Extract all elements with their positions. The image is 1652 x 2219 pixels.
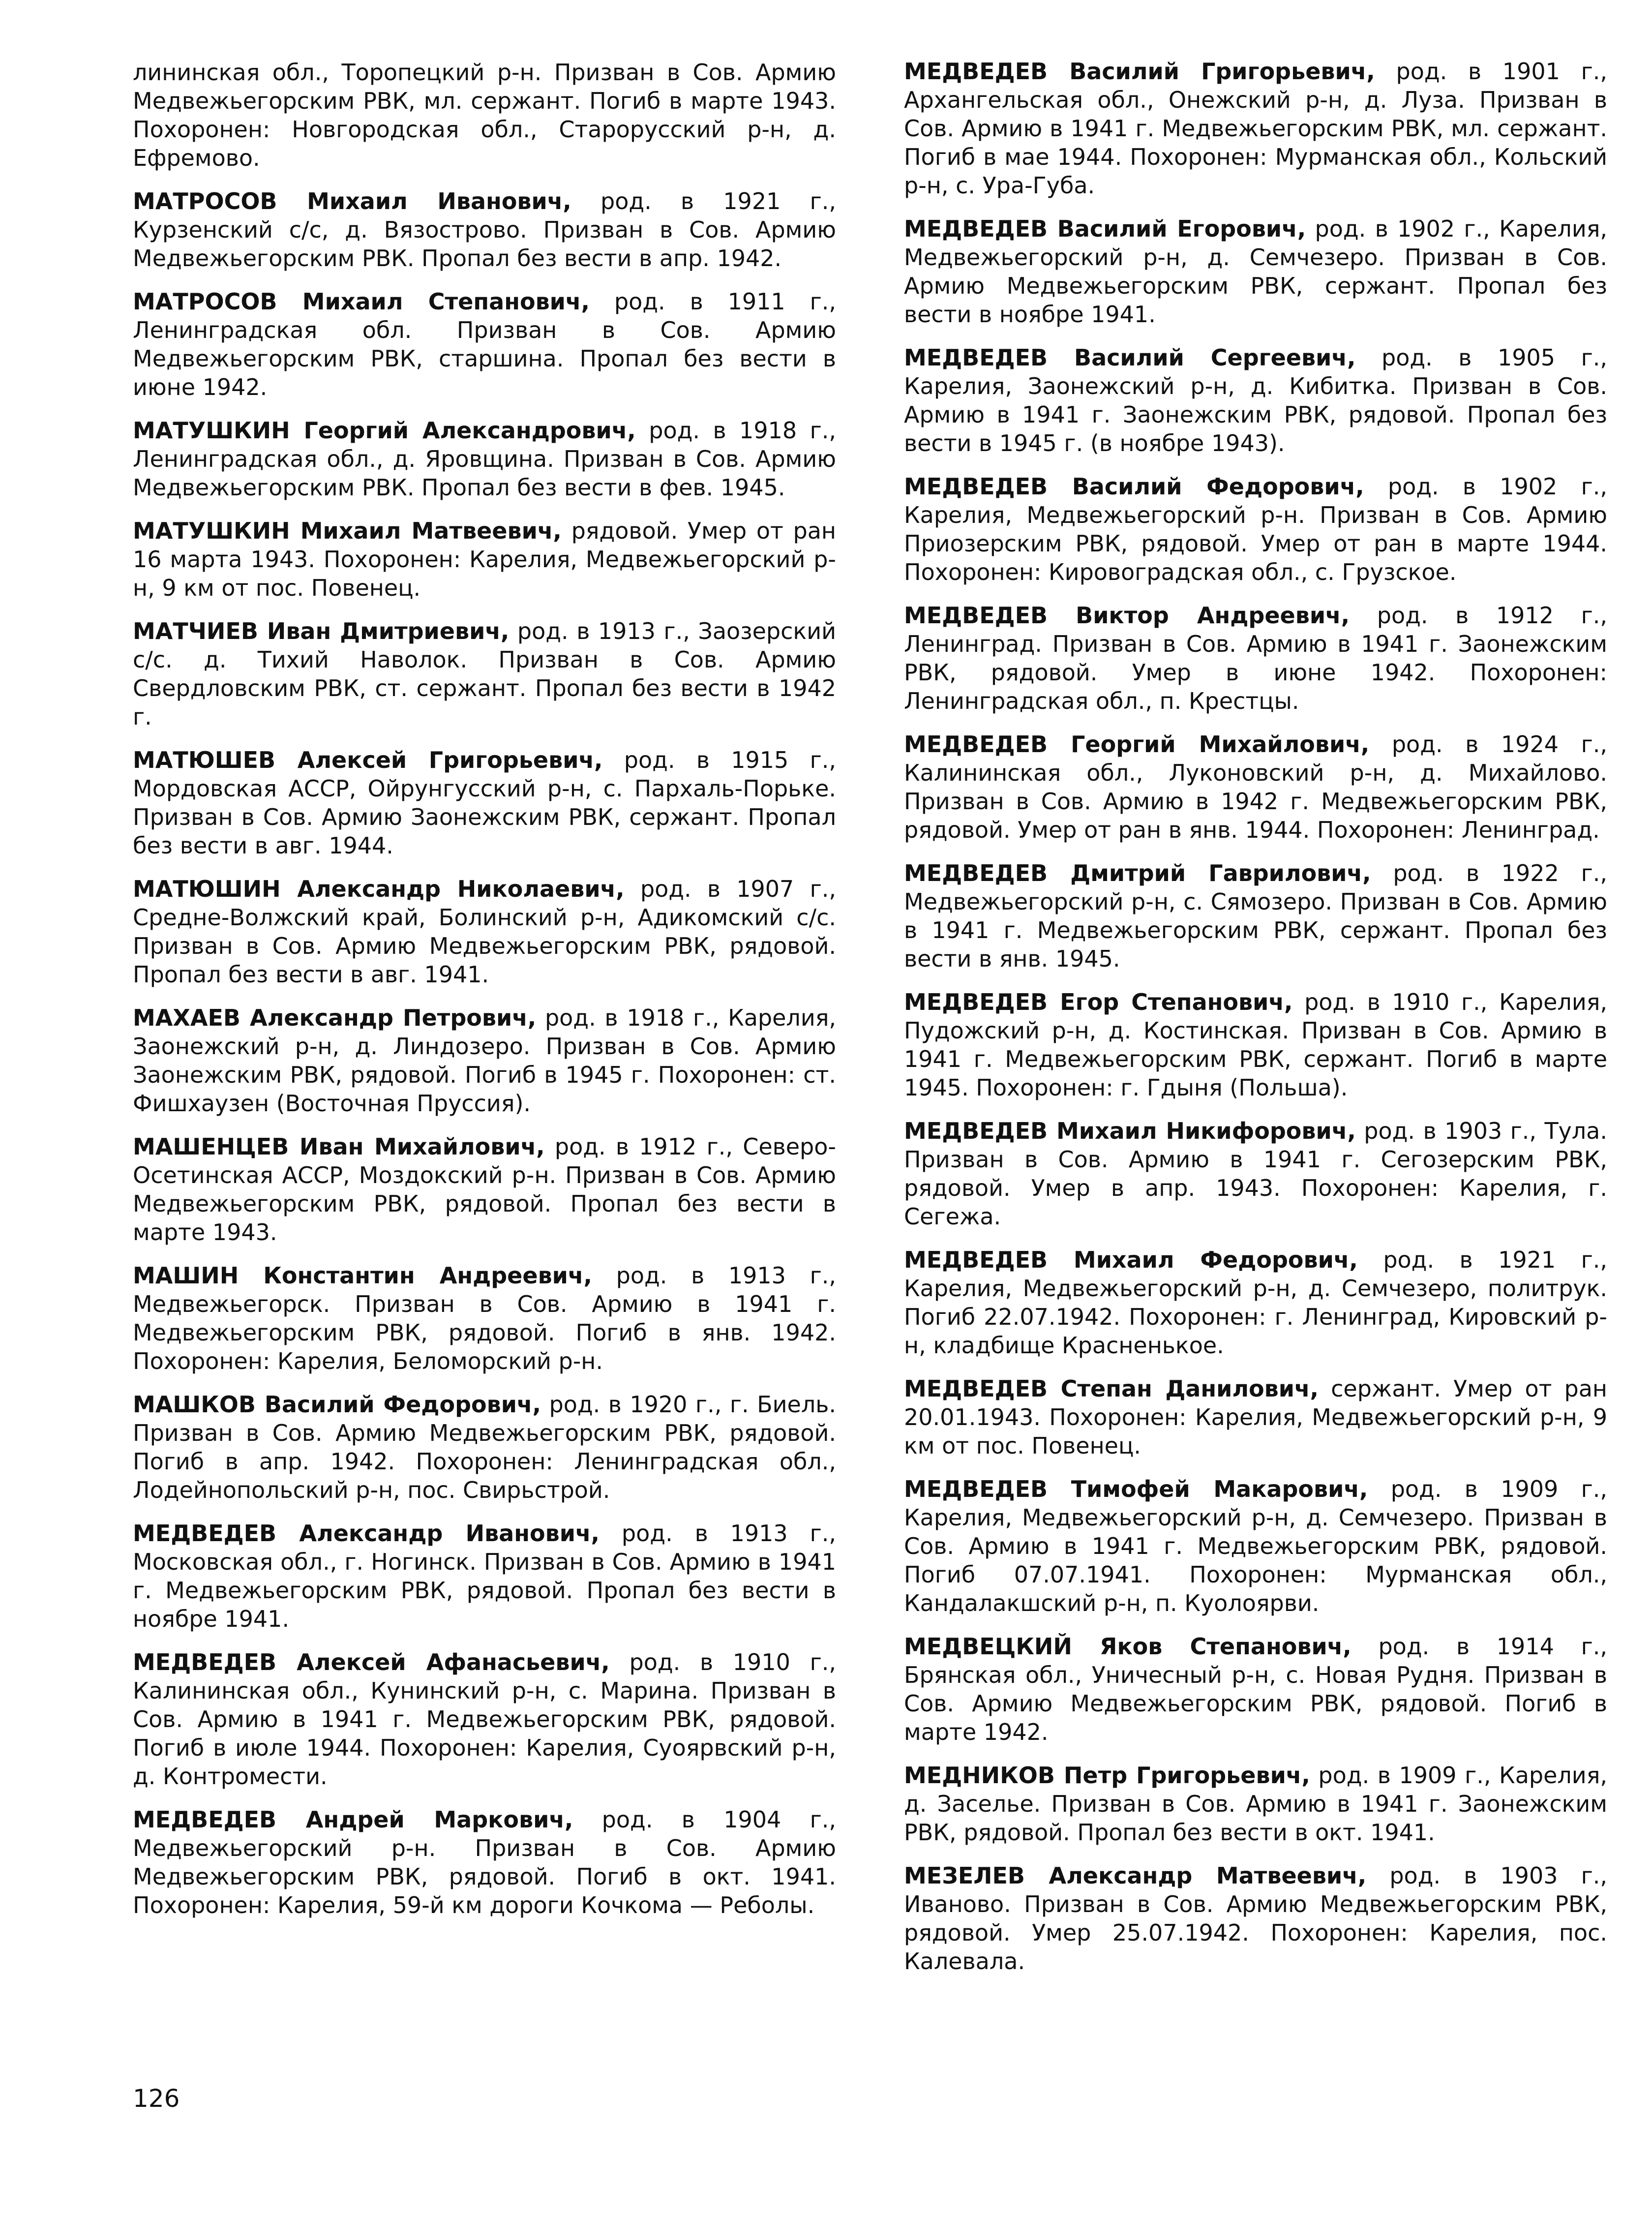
entry-text: род. в 1912 г., Северо-Осетинская АССР, Моздокский р-н. Призван в Сов. Армию Медвежьегорским РВК, рядовой. Пропал без вести в марте 1943.: [133, 1133, 836, 1246]
list-item: [904, 988, 1607, 1102]
list-item: [904, 1761, 1607, 1847]
entry-text: род. в 1902 г., Карелия, Медвежьегорский р-н. Призван в Сов. Армию Приозерским РВК, рядовой. Умер от ран в марте 1944. Похоронен: Кировоградская обл., с. Грузское.: [904, 473, 1607, 585]
entry-text: род. в 1924 г., Калининская обл., Луконовский р-н, д. Михайлово. Призван в Сов. Армию в 1942 г. Медвежьегорским РВК, рядовой. Умер от ран в янв. 1944. Похоронен: Ленинград.: [904, 731, 1607, 843]
entry-name: МЕДВЕДЕВ Василий Сергеевич,: [904, 344, 1356, 371]
list-item: [904, 1475, 1607, 1617]
entry-name: МЕДВЕДЕВ Тимофей Макарович,: [904, 1476, 1368, 1502]
list-item: [904, 1632, 1607, 1746]
entry-name: МЕДВЕДЕВ Георгий Михайлович,: [904, 731, 1370, 758]
right-column: [904, 57, 1607, 1990]
entry-name: МЕЗЕЛЕВ Александр Матвеевич,: [904, 1862, 1367, 1889]
list-item: [904, 1117, 1607, 1231]
list-item: [904, 1374, 1607, 1460]
entry-text: лининская обл., Торопецкий р-н. Призван в Сов. Армию Медвежьегорским РВК, мл. сержант. Погиб в марте 1943. Похоронен: Новгородская обл., Старорусский р-н, д. Ефремово.: [133, 59, 836, 171]
entry-text: сержант. Умер от ран 20.01.1943. Похоронен: Карелия, Медвежьегорский р-н, 9 км от пос. Повенец.: [904, 1375, 1607, 1459]
entry-name: МАТЮШЕВ Алексей Григорьевич,: [133, 747, 603, 773]
entry-name: МАТУШКИН Михаил Матвеевич,: [133, 517, 562, 544]
entry-name: МЕДВЕЦКИЙ Яков Степанович,: [904, 1633, 1352, 1660]
list-item: [133, 287, 836, 401]
list-item: [904, 472, 1607, 586]
list-item: [133, 1805, 836, 1919]
entry-text: род. в 1905 г., Карелия, Заонежский р-н, д. Кибитка. Призван в Сов. Армию в 1941 г. Заонежским РВК, рядовой. Пропал без вести в 1945 г. (в ноябре 1943).: [904, 344, 1607, 456]
entry-name: МАШИН Константин Андреевич,: [133, 1262, 592, 1289]
list-item: [133, 1519, 836, 1633]
entry-text: род. в 1913 г., Медвежьегорск. Призван в Сов. Армию в 1941 г. Медвежьегорским РВК, рядовой. Погиб в янв. 1942. Похоронен: Карелия, Беломорский р-н.: [133, 1262, 836, 1374]
list-item: [904, 1861, 1607, 1976]
entry-name: МАТРОСОВ Михаил Степанович,: [133, 288, 590, 315]
entry-name: МАТЮШИН Александр Николаевич,: [133, 876, 625, 902]
page-number: 126: [133, 2084, 180, 2113]
entry-name: МЕДВЕДЕВ Егор Степанович,: [904, 989, 1293, 1015]
entry-text: род. в 1922 г., Медвежьегорский р-н, с. Сямозеро. Призван в Сов. Армию в 1941 г. Медвежьегорским РВК, сержант. Пропал без вести в янв. 1945.: [904, 860, 1607, 972]
entry-text: род. в 1903 г., Тула. Призван в Сов. Армию в 1941 г. Сегозерским РВК, рядовой. Умер в апр. 1943. Похоронен: Карелия, г. Сегежа.: [904, 1118, 1607, 1230]
entry-text: род. в 1901 г., Архангельская обл., Онежский р-н, д. Луза. Призван в Сов. Армию в 1941 г. Медвежьегорским РВК, мл. сержант. Погиб в мае 1944. Похоронен: Мурманская обл., Кольский р-н, с. Ура-Губа.: [904, 58, 1607, 199]
entry-name: МАТРОСОВ Михаил Иванович,: [133, 188, 571, 214]
entry-text: род. в 1911 г., Ленинградская обл. Призван в Сов. Армию Медвежьегорским РВК, старшина. Пропал без вести в июне 1942.: [133, 288, 836, 400]
entry-text: род. в 1903 г., Иваново. Призван в Сов. Армию Медвежьегорским РВК, рядовой. Умер 25.07.1942. Похоронен: Карелия, пос. Калевала.: [904, 1862, 1607, 1975]
entry-text: род. в 1912 г., Ленинград. Призван в Сов. Армию в 1941 г. Заонежским РВК, рядовой. Умер в июне 1942. Похоронен: Ленинградская обл., п. Крестцы.: [904, 602, 1607, 714]
entry-name: МЕДВЕДЕВ Степан Данилович,: [904, 1375, 1319, 1402]
entry-name: МЕДВЕДЕВ Василий Федорович,: [904, 473, 1364, 500]
list-item: [133, 617, 836, 731]
entry-text: род. в 1909 г., Карелия, д. Заселье. Призван в Сов. Армию в 1941 г. Заонежским РВК, рядовой. Пропал без вести в окт. 1941.: [904, 1762, 1607, 1846]
left-column: [133, 58, 836, 1934]
entry-text: рядовой. Умер от ран 16 марта 1943. Похоронен: Карелия, Медвежьегорский р-н, 9 км от пос. Повенец.: [133, 517, 836, 601]
list-item: [904, 601, 1607, 715]
entry-name: МАТУШКИН Георгий Александрович,: [133, 417, 636, 444]
entry-name: МЕДВЕДЕВ Василий Григорьевич,: [904, 58, 1375, 85]
entry-text: род. в 1918 г., Ленинградская обл., д. Яровщина. Призван в Сов. Армию Медвежьегорским РВК. Пропал без вести в фев. 1945.: [133, 417, 836, 501]
entry-text: род. в 1913 г., Московская обл., г. Ногинск. Призван в Сов. Армию в 1941 г. Медвежьегорским РВК, рядовой. Пропал без вести в ноябре 1941.: [133, 1520, 836, 1632]
list-item: [133, 187, 836, 273]
entry-text: род. в 1902 г., Карелия, Медвежьегорский р-н, д. Семчезеро. Призван в Сов. Армию Медвежьегорским РВК, сержант. Пропал без вести в ноябре 1941.: [904, 215, 1608, 328]
entry-text: род. в 1915 г., Мордовская АССР, Ойрунгусский р-н, с. Пархаль-Порьке. Призван в Сов. Армию Заонежским РВК, сержант. Пропал без вести в авг. 1944.: [133, 747, 836, 859]
entry-text: род. в 1921 г., Карелия, Медвежьегорский р-н, д. Семчезеро, политрук. Погиб 22.07.1942. Похоронен: г. Ленинград, Кировский р-н, кладбище Красненькое.: [904, 1246, 1607, 1359]
entry-text: род. в 1910 г., Карелия, Пудожский р-н, д. Костинская. Призван в Сов. Армию в 1941 г. Медвежьегорским РВК, сержант. Погиб в марте 1945. Похоронен: г. Гдыня (Польша).: [904, 989, 1608, 1101]
list-item: [133, 746, 836, 860]
entry-name: МЕДВЕДЕВ Алексей Афанасьевич,: [133, 1649, 610, 1675]
entry-name: МЕДВЕДЕВ Виктор Андреевич,: [904, 602, 1350, 629]
entry-text: род. в 1907 г., Средне-Волжский край, Болинский р-н, Адикомский с/с. Призван в Сов. Армию Медвежьегорским РВК, рядовой. Пропал без вести в авг. 1941.: [133, 876, 836, 988]
entry-name: МАШКОВ Василий Федорович,: [133, 1391, 541, 1418]
entry-name: МЕДВЕДЕВ Михаил Никифорович,: [904, 1118, 1356, 1144]
list-item: [133, 1648, 836, 1791]
entry-name: МАТЧИЕВ Иван Дмитриевич,: [133, 618, 510, 644]
entry-name: МАХАЕВ Александр Петрович,: [133, 1004, 537, 1031]
entry-name: МЕДВЕДЕВ Александр Иванович,: [133, 1520, 600, 1547]
entry-name: МАШЕНЦЕВ Иван Михайлович,: [133, 1133, 545, 1160]
entry-text: род. в 1921 г., Курзенский с/с, д. Вязострово. Призван в Сов. Армию Медвежьегорским РВК. Пропал без вести в апр. 1942.: [133, 188, 836, 272]
list-item: [904, 214, 1607, 329]
list-item: [133, 416, 836, 502]
list-item: [133, 58, 836, 172]
entry-text: род. в 1910 г., Калининская обл., Кунинский р-н, с. Марина. Призван в Сов. Армию в 1941 г. Медвежьегорским РВК, рядовой. Погиб в июле 1944. Похоронен: Карелия, Суоярвский р-н, д. Контромести.: [133, 1649, 836, 1790]
entry-name: МЕДВЕДЕВ Михаил Федорович,: [904, 1246, 1358, 1273]
list-item: [133, 517, 836, 602]
list-item: [133, 1390, 836, 1504]
list-item: [904, 859, 1607, 973]
list-item: [133, 1003, 836, 1118]
list-item: [904, 1246, 1607, 1360]
entry-text: род. в 1904 г., Медвежьегорский р-н. Призван в Сов. Армию Медвежьегорским РВК, рядовой. Погиб в окт. 1941. Похоронен: Карелия, 59-й км дороги Кочкома — Реболы.: [133, 1806, 836, 1918]
entry-text: род. в 1920 г., г. Биель. Призван в Сов. Армию Медвежьегорским РВК, рядовой. Погиб в апр. 1942. Похоронен: Ленинградская обл., Лодейнопольский р-н, пос. Свирьстрой.: [133, 1391, 836, 1503]
entry-name: МЕДВЕДЕВ Василий Егорович,: [904, 215, 1306, 242]
entry-text: род. в 1914 г., Брянская обл., Уничесный р-н, с. Новая Рудня. Призван в Сов. Армию Медвежьегорским РВК, рядовой. Погиб в марте 1942.: [904, 1633, 1607, 1745]
entry-text: род. в 1909 г., Карелия, Медвежьегорский р-н, д. Семчезеро. Призван в Сов. Армию в 1941 г. Медвежьегорским РВК, рядовой. Погиб 07.07.1941. Похоронен: Мурманская обл., Кандалакшский р-н, п. Куолоярви.: [904, 1476, 1607, 1616]
list-item: [133, 1261, 836, 1375]
list-item: [904, 57, 1607, 200]
list-item: [133, 875, 836, 989]
list-item: [904, 343, 1607, 457]
list-item: [904, 730, 1607, 844]
entry-name: МЕДВЕДЕВ Андрей Маркович,: [133, 1806, 573, 1833]
entry-text: род. в 1913 г., Заозерский с/с. д. Тихий Наволок. Призван в Сов. Армию Свердловским РВК, ст. сержант. Пропал без вести в 1942 г.: [133, 618, 836, 730]
entry-name: МЕДВЕДЕВ Дмитрий Гаврилович,: [904, 860, 1371, 886]
entry-text: род. в 1918 г., Карелия, Заонежский р-н, д. Линдозеро. Призван в Сов. Армию Заонежским РВК, рядовой. Погиб в 1945 г. Похоронен: ст. Фишхаузен (Восточная Пруссия).: [133, 1004, 837, 1117]
list-item: [133, 1132, 836, 1246]
entry-name: МЕДНИКОВ Петр Григорьевич,: [904, 1762, 1310, 1789]
